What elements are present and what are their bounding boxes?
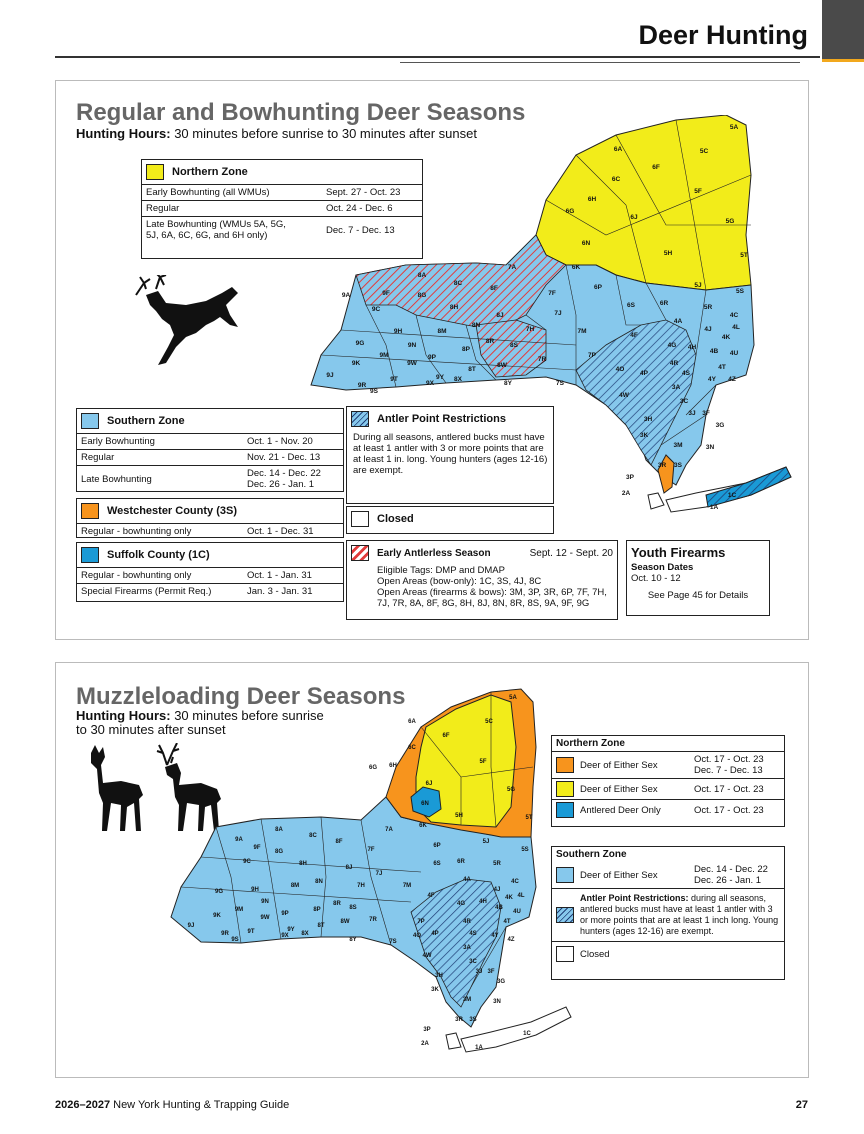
wmu-label: 4W — [422, 953, 432, 959]
wmu-label: 4A — [463, 877, 471, 883]
wmu-label: 9W — [260, 915, 270, 921]
wmu-label: 4P — [431, 931, 439, 937]
wmu-label: 4K — [721, 334, 731, 341]
muzzleloading-title: Muzzleloading Deer Seasons — [76, 683, 406, 710]
wmu-label: 4B — [709, 348, 719, 355]
wmu-label: 8G — [274, 849, 284, 855]
wmu-label: 4P — [640, 370, 648, 377]
page-number: 27 — [795, 1099, 808, 1111]
southern-zone-title: Southern Zone — [107, 415, 185, 427]
southern-swatch — [556, 867, 574, 883]
season-dates: Jan. 3 - Jan. 31 — [247, 586, 313, 597]
wmu-label: 8X — [454, 376, 462, 383]
wmu-label: 6J — [630, 214, 638, 221]
wmu-label: 1A — [709, 504, 719, 511]
wmu-label: 7F — [548, 290, 556, 297]
wmu-label: 6K — [571, 264, 581, 271]
wmu-label: 4K — [505, 895, 513, 901]
wmu-label: 4R — [669, 360, 679, 367]
wmu-label: 6A — [408, 719, 416, 725]
footer-guide — [55, 1099, 289, 1111]
season-label: Special Firearms (Permit Req.) — [81, 586, 212, 597]
apr-label: Antler Point Restrictions: — [580, 893, 689, 903]
wmu-label: 5G — [506, 787, 516, 793]
season-dates-2: Dec. 26 - Jan. 1 — [694, 875, 762, 886]
muzzle-southern-legend — [551, 846, 785, 980]
season-dates: Oct. 1 - Dec. 31 — [247, 526, 314, 537]
antlerless-legend — [346, 540, 618, 620]
wmu-label: 4J — [704, 326, 712, 333]
antlerless-title: Early Antlerless Season — [377, 547, 491, 559]
wmu-label: 5R — [493, 861, 501, 867]
wmu-label: 4T — [718, 364, 726, 371]
wmu-label: 3R — [455, 1017, 463, 1023]
wmu-label: 4C — [729, 312, 739, 319]
closed-swatch — [556, 946, 574, 962]
wmu-label: 7M — [402, 883, 412, 889]
wmu-label: 7H — [525, 326, 535, 333]
wmu-label: 9M — [234, 907, 244, 913]
wmu-label: 5T — [740, 252, 748, 259]
wmu-label: 9C — [243, 859, 251, 865]
hours-text: 30 minutes before sunrise to 30 minutes after sunset — [170, 126, 477, 141]
wmu-label: 3K — [431, 987, 439, 993]
wmu-label: 9X — [426, 380, 434, 387]
wmu-label: 3A — [671, 384, 681, 391]
wmu-label: 4L — [517, 893, 525, 899]
muzzle-map-labels — [161, 687, 581, 1077]
wmu-label: 7M — [577, 328, 587, 335]
wmu-label: 9H — [251, 887, 259, 893]
page-title: Deer Hunting — [638, 20, 808, 50]
wmu-label: 8Y — [504, 380, 512, 387]
either-sex-yellow-swatch — [556, 781, 574, 797]
wmu-label: 6N — [421, 801, 429, 807]
wmu-label: 9A — [341, 292, 351, 299]
wmu-label: 8A — [275, 827, 283, 833]
wmu-label: 6H — [587, 196, 597, 203]
season-label: Early Bowhunting — [81, 436, 155, 447]
wmu-label: 9F — [253, 845, 261, 851]
wmu-label: 7P — [588, 352, 596, 359]
wmu-label: 4Z — [507, 937, 515, 943]
wmu-label: 8C — [453, 280, 463, 287]
wmu-label: 3M — [673, 442, 683, 449]
wmu-label: 6C — [611, 176, 621, 183]
apr-swatch — [556, 907, 574, 923]
wmu-label: 9N — [261, 899, 269, 905]
wmu-label: 7S — [556, 380, 564, 387]
header-rule — [55, 56, 820, 58]
wmu-label: 4W — [619, 392, 629, 399]
season-label: Late Bowhunting — [81, 473, 152, 485]
wmu-label: 4A — [673, 318, 683, 325]
wmu-label: 8M — [290, 883, 300, 889]
wmu-label: 7S — [389, 939, 397, 945]
wmu-label: 8T — [317, 923, 325, 929]
regular-season-panel — [55, 80, 809, 640]
wmu-label: 7H — [357, 883, 365, 889]
youth-firearms-legend — [626, 540, 770, 616]
wmu-label: 3C — [469, 959, 477, 965]
season-label: Regular — [146, 203, 180, 214]
wmu-label: 4G — [667, 342, 677, 349]
wmu-label: 9Y — [287, 927, 295, 933]
wmu-label: 8R — [485, 338, 495, 345]
wmu-label: 2A — [621, 490, 631, 497]
wmu-label: 4U — [513, 909, 521, 915]
wmu-label: 6J — [425, 781, 433, 787]
wmu-label: 4O — [615, 366, 625, 373]
apr-swatch — [351, 411, 369, 427]
suffolk-swatch — [81, 547, 99, 563]
wmu-label: 4T — [503, 919, 511, 925]
wmu-label: 4Y — [708, 376, 716, 383]
wmu-label: 9C — [371, 306, 381, 313]
season-dates: Oct. 1 - Jan. 31 — [247, 570, 312, 581]
wmu-label: 3J — [688, 410, 696, 417]
wmu-label: 8R — [333, 901, 341, 907]
page-corner-tab — [822, 0, 864, 62]
wmu-label: 6A — [613, 146, 623, 153]
antlered-only-swatch — [556, 802, 574, 818]
season-dates: Sept. 27 - Oct. 23 — [326, 187, 401, 198]
wmu-label: 4H — [687, 344, 697, 351]
wmu-label: 5J — [694, 282, 702, 289]
apr-text: During all seasons, antlered bucks must have at least 1 antler with 3 or more points that are at least 1 in. long. Young hunters (ages 12-16) are exempt. — [353, 432, 548, 476]
wmu-label: 7P — [417, 919, 425, 925]
season-label: Regular - bowhunting only — [81, 570, 192, 581]
wmu-label: 9S — [231, 937, 239, 943]
youth-dates: Oct. 10 - 12 — [631, 573, 681, 584]
wmu-label: 3N — [705, 444, 715, 451]
hours-text: 30 minutes before sunrise — [170, 708, 324, 723]
wmu-label: 9N — [407, 342, 417, 349]
wmu-label: 3R — [657, 462, 667, 469]
season-label: Deer of Either Sex — [580, 759, 658, 771]
wmu-label: 6G — [565, 208, 575, 215]
wmu-label: 3M — [462, 997, 472, 1003]
wmu-label: 8T — [468, 366, 476, 373]
wmu-label: 9T — [247, 929, 255, 935]
wmu-label: 8H — [299, 861, 307, 867]
wmu-label: 7J — [554, 310, 562, 317]
wmu-label: 9W — [407, 360, 417, 367]
wmu-label: 8F — [335, 839, 343, 845]
wmu-label: 8M — [437, 328, 447, 335]
wmu-label: 4S — [469, 931, 477, 937]
wmu-label: 5S — [521, 847, 529, 853]
season-label: Late Bowhunting (WMUs 5A, 5G, 5J, 6A, 6C, 6G, and 6H only) — [146, 219, 286, 241]
wmu-label: 1A — [475, 1045, 483, 1051]
wmu-label: 3J — [475, 969, 483, 975]
wmu-label: 7R — [537, 356, 547, 363]
wmu-label: 9K — [213, 913, 221, 919]
muzzle-southern-title: Southern Zone — [556, 849, 627, 860]
wmu-label: 5R — [703, 304, 713, 311]
season-label: Regular — [81, 452, 115, 463]
wmu-label: 6K — [419, 823, 427, 829]
hours-label: Hunting Hours: — [76, 126, 171, 141]
wmu-label: 4Z — [728, 376, 736, 383]
wmu-label: 8J — [496, 312, 504, 319]
wmu-label: 3F — [487, 969, 495, 975]
wmu-label: 3P — [423, 1027, 431, 1033]
wmu-label: 8A — [417, 272, 427, 279]
wmu-label: 5F — [479, 759, 487, 765]
southern-zone-swatch — [81, 413, 99, 429]
wmu-label: 6N — [581, 240, 591, 247]
apr-description — [580, 893, 780, 937]
wmu-label: 3H — [643, 416, 653, 423]
wmu-label: 4F — [630, 332, 638, 339]
muzzle-northern-title: Northern Zone — [556, 738, 625, 749]
wmu-label: 9G — [214, 889, 224, 895]
wmu-label: 3S — [469, 1017, 477, 1023]
closed-label: Closed — [377, 513, 414, 525]
youth-subtitle: Season Dates — [631, 562, 694, 573]
wmu-label: 6F — [442, 733, 450, 739]
wmu-label: 4G — [456, 901, 466, 907]
apr-text: during all seasons, antlered bucks must have at least 1 antler with 3 or more points that are at least 1 inch long. Young hunters (ages 12-16) are exempt. — [580, 893, 779, 936]
muzzle-northern-legend — [551, 735, 785, 827]
southern-zone-legend — [76, 408, 344, 492]
header-rule-secondary — [400, 62, 800, 63]
wmu-label: 9T — [390, 376, 398, 383]
wmu-label: 8S — [510, 342, 518, 349]
footer-guide-name: New York Hunting & Trapping Guide — [110, 1099, 290, 1111]
wmu-label: 5A — [729, 124, 739, 131]
wmu-label: 4Y — [491, 933, 499, 939]
wmu-label: 8W — [497, 362, 507, 369]
wmu-label: 3G — [496, 979, 506, 985]
wmu-label: 9P — [428, 354, 436, 361]
wmu-label: 3S — [674, 462, 682, 469]
northern-zone-title: Northern Zone — [172, 166, 248, 178]
wmu-label: 9K — [351, 360, 361, 367]
season-label: Deer of Either Sex — [580, 783, 658, 795]
wmu-label: 6H — [389, 763, 397, 769]
wmu-label: 6F — [652, 164, 660, 171]
wmu-label: 3H — [435, 973, 443, 979]
westchester-swatch — [81, 503, 99, 519]
season-label: Deer of Either Sex — [580, 869, 658, 881]
wmu-label: 5C — [485, 719, 493, 725]
hours-label: Hunting Hours: — [76, 708, 171, 723]
antlerless-eligible: Eligible Tags: DMP and DMAP — [377, 565, 505, 576]
wmu-label: 7A — [385, 827, 393, 833]
closed-legend — [346, 506, 554, 534]
youth-title: Youth Firearms — [631, 545, 726, 560]
wmu-label: 7R — [369, 917, 377, 923]
wmu-label: 9M — [379, 352, 389, 359]
wmu-label: 8C — [309, 833, 317, 839]
wmu-label: 4F — [427, 893, 435, 899]
wmu-label: 9A — [235, 837, 243, 843]
wmu-label: 5C — [699, 148, 709, 155]
antlerless-swatch — [351, 545, 369, 561]
wmu-label: 8J — [345, 865, 353, 871]
wmu-label: 8F — [490, 285, 498, 292]
wmu-label: 8G — [417, 292, 427, 299]
season-dates: Oct. 17 - Oct. 23 — [694, 754, 764, 765]
closed-swatch — [351, 511, 369, 527]
wmu-label: 8N — [315, 879, 323, 885]
suffolk-legend — [76, 542, 344, 602]
wmu-label: 8S — [349, 905, 357, 911]
wmu-label: 7A — [507, 264, 517, 271]
wmu-label: 4O — [412, 933, 422, 939]
wmu-label: 1C — [523, 1031, 531, 1037]
season-dates: Dec. 14 - Dec. 22 — [694, 864, 768, 875]
wmu-label: 5T — [525, 815, 533, 821]
westchester-title: Westchester County (3S) — [107, 505, 237, 517]
antlerless-dates: Sept. 12 - Sept. 20 — [529, 547, 613, 559]
antlerless-firearm-areas: Open Areas (firearms & bows): 3M, 3P, 3R, 6P, 7F, 7H, 7J, 7R, 8A, 8F, 8G, 8H, 8J, 8N, 8R, 8S, 9A, 9F, 9G — [377, 587, 607, 609]
footer-year: 2026–2027 — [55, 1099, 111, 1111]
muzzleloading-panel — [55, 662, 809, 1078]
wmu-label: 9G — [355, 340, 365, 347]
wmu-label: 9Y — [436, 374, 444, 381]
wmu-label: 4C — [511, 879, 519, 885]
wmu-label: 9J — [326, 372, 334, 379]
wmu-label: 3A — [463, 945, 471, 951]
wmu-label: 4H — [479, 899, 487, 905]
closed-label: Closed — [580, 948, 610, 960]
wmu-label: 6R — [659, 300, 669, 307]
either-sex-orange-swatch — [556, 757, 574, 773]
wmu-label: 4B — [495, 905, 503, 911]
season-dates: Oct. 1 - Nov. 20 — [247, 436, 313, 447]
wmu-label: 9J — [187, 923, 195, 929]
season-dates-2: Dec. 7 - Dec. 13 — [694, 765, 763, 776]
wmu-label: 8P — [313, 907, 321, 913]
wmu-label: 6G — [368, 765, 378, 771]
wmu-label: 3P — [626, 474, 634, 481]
season-label: Early Bowhunting (all WMUs) — [146, 187, 270, 198]
wmu-label: 8H — [449, 304, 459, 311]
season-dates-2: Dec. 26 - Jan. 1 — [247, 479, 315, 490]
wmu-label: 4U — [729, 350, 739, 357]
wmu-label: 5F — [694, 188, 702, 195]
wmu-label: 9R — [357, 382, 367, 389]
wmu-label: 6P — [433, 843, 441, 849]
wmu-label: 3K — [639, 432, 649, 439]
antlerless-bow-areas: Open Areas (bow-only): 1C, 3S, 4J, 8C — [377, 576, 542, 587]
wmu-label: 5A — [509, 695, 517, 701]
wmu-label: 3N — [493, 999, 501, 1005]
wmu-label: 6C — [408, 745, 416, 751]
wmu-label: 8N — [471, 322, 481, 329]
wmu-label: 3G — [715, 422, 725, 429]
leaping-buck-silhouette — [126, 275, 246, 369]
wmu-label: 5G — [725, 218, 735, 225]
wmu-label: 7F — [367, 847, 375, 853]
wmu-label: 8Y — [349, 937, 357, 943]
wmu-label: 7J — [375, 871, 383, 877]
season-dates: Oct. 17 - Oct. 23 — [694, 804, 764, 816]
wmu-label: 8X — [301, 931, 309, 937]
suffolk-title: Suffolk County (1C) — [107, 549, 210, 561]
antler-point-legend — [346, 406, 554, 504]
wmu-label: 9F — [382, 290, 390, 297]
wmu-label: 6S — [433, 861, 441, 867]
wmu-label: 2A — [421, 1041, 429, 1047]
wmu-label: 8P — [462, 346, 470, 353]
regular-season-title: Regular and Bowhunting Deer Seasons — [76, 99, 526, 126]
season-dates: Oct. 24 - Dec. 6 — [326, 203, 393, 214]
wmu-label: 3F — [702, 410, 710, 417]
wmu-label: 4L — [732, 324, 740, 331]
wmu-label: 8W — [340, 919, 350, 925]
wmu-label: 3C — [679, 398, 689, 405]
northern-zone-legend — [141, 159, 423, 259]
wmu-label: 9H — [393, 328, 403, 335]
wmu-label: 6R — [457, 859, 465, 865]
season-dates: Oct. 17 - Oct. 23 — [694, 783, 764, 795]
wmu-label: 6S — [627, 302, 635, 309]
season-label: Antlered Deer Only — [580, 804, 661, 816]
season-dates: Dec. 14 - Dec. 22 — [247, 468, 321, 479]
wmu-label: 9X — [281, 933, 289, 939]
wmu-label: 4R — [463, 919, 471, 925]
wmu-label: 9S — [370, 388, 378, 395]
apr-title: Antler Point Restrictions — [377, 413, 506, 425]
northern-zone-swatch — [146, 164, 164, 180]
wmu-label: 5J — [482, 839, 490, 845]
westchester-legend — [76, 498, 344, 538]
wmu-label: 1C — [727, 492, 737, 499]
youth-note: See Page 45 for Details — [647, 590, 749, 601]
wmu-label: 9R — [221, 931, 229, 937]
season-dates: Dec. 7 - Dec. 13 — [326, 224, 395, 236]
season-dates: Nov. 21 - Dec. 13 — [247, 452, 321, 463]
hours-text-2: to 30 minutes after sunset — [76, 722, 226, 737]
wmu-label: 4S — [682, 370, 690, 377]
wmu-label: 6P — [594, 284, 602, 291]
wmu-label: 9P — [281, 911, 289, 917]
wmu-label: 4J — [493, 887, 501, 893]
wmu-label: 5H — [663, 250, 673, 257]
wmu-label: 5S — [736, 288, 744, 295]
wmu-label: 5H — [455, 813, 463, 819]
season-label: Regular - bowhunting only — [81, 526, 192, 537]
